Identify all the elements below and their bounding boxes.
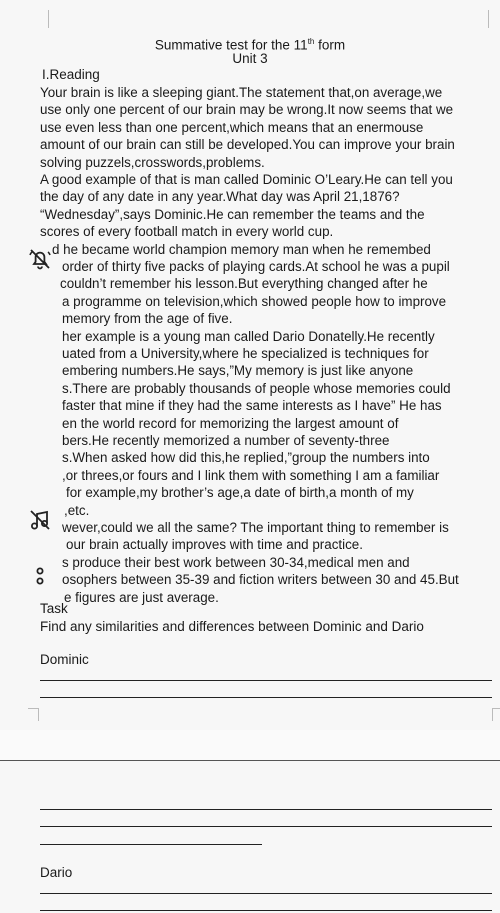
- passage-line: ,etc.: [64, 502, 90, 518]
- passage-line: for example,my brother’s age,a date of birth,a month of my: [66, 485, 414, 501]
- passage-line: order of thirty five packs of playing cards.At school he was a pupil: [62, 259, 450, 274]
- answer-line[interactable]: [40, 697, 492, 698]
- passage-line: scores of every football match in every world cup.: [40, 224, 334, 240]
- passage-line: Your brain is like a sleeping giant.The statement that,on average,we: [40, 85, 443, 100]
- passage-line: A good example of that is man called Dominic O’Leary.He can tell you: [40, 172, 453, 187]
- passage-line: a programme on television,which showed people how to improve: [62, 293, 447, 309]
- passage-line: faster that mine if they had the same interests as I have” He has: [62, 398, 442, 414]
- passage-line: her example is a young man called Dario Donatelly.He recently: [62, 328, 435, 344]
- task-label: Task: [40, 601, 68, 616]
- page-corner-mark: [492, 708, 500, 721]
- document-title: Summative test for the 11th form: [154, 37, 346, 53]
- page-corner-mark: [38, 10, 49, 28]
- passage-line: s.There are probably thousands of people whose memories could: [62, 380, 451, 396]
- passage-line: d he became world champion memory man when he remembed: [52, 241, 431, 257]
- passage-line: uated from a University,where he specialized is techniques for: [62, 346, 429, 361]
- passage-line: use only one percent of our brain may be wrong.It now seems that we: [40, 102, 454, 118]
- passage-line: s produce their best work between 30-34,medical men and: [62, 554, 410, 570]
- passage-line: e figures are just average.: [64, 589, 219, 605]
- document-page-2: [0, 760, 500, 913]
- answer-label-dominic: Dominic: [40, 652, 89, 667]
- passage-line: en the world record for memorizing the largest amount of: [62, 415, 399, 431]
- passage-line: bers.He recently memorized a number of seventy-three: [62, 433, 390, 448]
- task-text: Find any similarities and differences between Dominic and Dario: [40, 619, 424, 634]
- passage-line: embering numbers.He says,”My memory is just like anyone: [62, 363, 414, 379]
- passage-line: the day of any date in any year.What day was April 21,1876?: [40, 189, 400, 205]
- answer-line[interactable]: [40, 844, 262, 845]
- answer-line[interactable]: [40, 680, 492, 681]
- page-corner-mark: [488, 10, 499, 28]
- passage-line: ,or threes,or fours and I link them with something I am a familiar: [62, 467, 440, 483]
- passage-line: osophers between 35-39 and fiction writers between 30 and 45.But: [62, 572, 459, 588]
- answer-line[interactable]: [40, 910, 492, 911]
- answer-line[interactable]: [40, 893, 492, 894]
- passage-line: solving puzzels,crosswords,problems.: [40, 154, 265, 170]
- passage-line: our brain actually improves with time and practice.: [66, 537, 363, 553]
- section-heading: I.Reading: [42, 67, 100, 82]
- passage-line: amount of our brain can still be developed.You can improve your brain: [40, 137, 455, 153]
- answer-label-dario: Dario: [40, 865, 73, 880]
- passage-line: wever,could we all the same? The important thing to remember is: [62, 520, 449, 535]
- passage-line: s.When asked how did this,he replied,”group the numbers into: [62, 450, 430, 466]
- passage-line: memory from the age of five.: [62, 311, 233, 327]
- unit-title: Unit 3: [232, 51, 268, 66]
- answer-line[interactable]: [40, 809, 492, 810]
- more-options-icon[interactable]: [30, 565, 50, 587]
- passage-line: “Wednesday”,says Dominic.He can remember the teams and the: [40, 206, 425, 222]
- bell-off-icon[interactable]: [28, 247, 52, 271]
- music-note-off-icon[interactable]: [28, 508, 52, 532]
- answer-line[interactable]: [40, 826, 492, 827]
- page-corner-mark: [28, 708, 39, 721]
- passage-line: use even less than one percent,which means that an enermouse: [40, 119, 424, 135]
- passage-line: couldn’t remember his lesson.But everything changed after he: [60, 276, 428, 292]
